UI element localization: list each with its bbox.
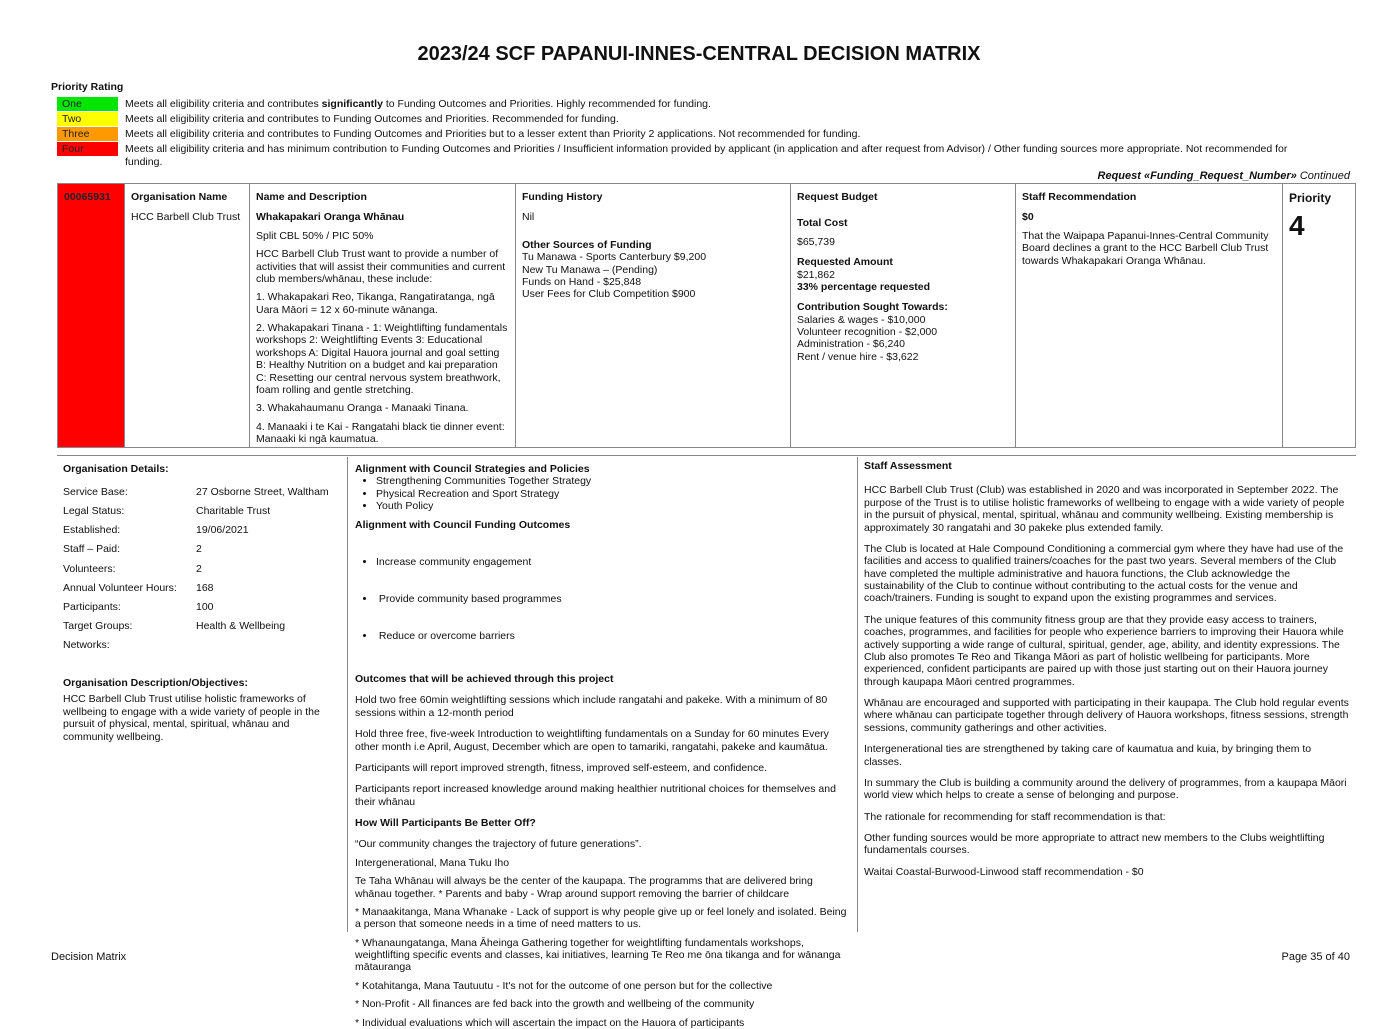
detail-row	[63, 540, 343, 559]
section-divider	[57, 455, 1356, 456]
column-divider	[857, 457, 858, 932]
contribution-item: Rent / venue hire - $3,622	[797, 350, 919, 363]
assessment-paragraph: Other funding sources would be more appropriate to attract new members to the Clubs weightlifting fundamentals courses.	[864, 832, 1325, 857]
legend-row-one	[57, 97, 1357, 111]
detail-value: Charitable Trust	[196, 504, 271, 517]
assessment-paragraph: The unique features of this community fitness group are that they provide easy access to trainers, coaches, programmes, and facilities for people who experience barriers to improving their Hauora while actively supporting a wide range of cultural, spiritual, gender, age, ability, and identity expressions. The Club also promotes Te Reo and Tikanga Māori as part of holistic wellbeing for participants. More experienced, confident participants are paired up with those just starting out on their Hauora journey through kaupapa Māori centred programmes.	[864, 613, 1344, 688]
detail-label: Target Groups:	[63, 620, 133, 633]
org-details-header: Organisation Details:	[63, 463, 169, 475]
priority-desc-one: Meets all eligibility criteria and contributes significantly to Funding Outcomes and Priorities. Highly recommended for funding.	[125, 98, 711, 110]
priority-rating-label: Priority Rating	[51, 81, 124, 93]
staff-recommendation-cell	[1016, 184, 1283, 447]
total-cost-label: Total Cost	[797, 217, 848, 230]
detail-label: Participants:	[63, 600, 121, 613]
requested-amount-value: $21,862	[797, 268, 835, 281]
other-source: Tu Manawa - Sports Canterbury $9,200	[522, 251, 707, 264]
priority-swatch-three: Three	[57, 127, 118, 141]
other-source: New Tu Manawa – (Pending)	[522, 263, 658, 276]
project-desc: 4. Manaaki i te Kai - Rangatahi black tie dinner event: Manaaki ki ngā kaumatua.	[256, 420, 505, 445]
detail-label: Networks:	[63, 639, 110, 652]
assessment-paragraph: Whānau are encouraged and supported with participating in their kaupapa. The Club hold regular events where whānau can participate together through delivery of Hauora workshops, fitness sessions, strength sessions, community gatherings and other activities.	[864, 697, 1349, 734]
page-number: Page 35 of 40	[1281, 951, 1350, 963]
project-desc: 3. Whakahaumanu Oranga - Manaaki Tinana.	[256, 402, 469, 415]
priority-header: Priority	[1289, 191, 1332, 205]
detail-value: Health & Wellbeing	[196, 620, 286, 633]
name-description-header: Name and Description	[256, 191, 367, 203]
detail-row	[63, 559, 343, 578]
priority-desc-three: Meets all eligibility criteria and contributes to Funding Outcomes and Priorities but to a lesser extent than Priority 2 applications. Not recommended for funding.	[125, 128, 861, 140]
project-name: Whakapakari Oranga Whānau	[256, 211, 405, 224]
legend-row-two	[57, 112, 1357, 126]
funding-history-cell	[516, 184, 791, 447]
org-description-header: Organisation Description/Objectives:	[63, 677, 248, 690]
detail-row	[63, 482, 343, 501]
alignment-section	[355, 458, 852, 1029]
request-budget-header: Request Budget	[797, 191, 878, 203]
outcome-item: • Increase community engagement	[376, 556, 852, 568]
funding-history-value: Nil	[522, 211, 535, 224]
detail-label: Volunteers:	[63, 562, 116, 575]
priority-swatch-four: Four	[57, 142, 118, 156]
achieved-item: Hold two free 60min weightlifting sessions which include rangatahi and pakeke. With a minimum of 80 sessions within a 12-month period	[355, 694, 828, 719]
detail-label: Service Base:	[63, 485, 128, 498]
staff-assessment-header: Staff Assessment	[864, 460, 952, 472]
request-number-cell	[58, 184, 125, 447]
detail-value: 19/06/2021	[196, 524, 249, 537]
funding-history-header: Funding History	[522, 191, 603, 203]
outcome-item: • Reduce or overcome barriers	[376, 630, 852, 642]
total-cost-value: $65,739	[797, 235, 835, 248]
other-source: User Fees for Club Competition $900	[522, 288, 696, 301]
better-off-item: * Individual evaluations which will ascertain the impact on the Hauora of participants	[355, 1016, 745, 1029]
organisation-details	[63, 458, 343, 743]
assessment-paragraph: The rationale for recommending for staff recommendation is that:	[864, 810, 1166, 823]
contribution-label: Contribution Sought Towards:	[797, 301, 948, 314]
request-table	[57, 183, 1356, 448]
better-off-item: * Non-Profit - All finances are fed back into the growth and wellbeing of the community	[355, 998, 755, 1011]
project-desc: 1. Whakapakari Reo, Tikanga, Rangatiratanga, ngā Uara Māori = 12 x 60-minute wānanga.	[256, 291, 495, 316]
assessment-paragraph: Intergenerational ties are strengthened by taking care of kaumatua and kuia, by bringing them to classes.	[864, 743, 1312, 768]
detail-row	[63, 598, 343, 617]
detail-value: 100	[196, 600, 214, 613]
detail-value: 27 Osborne Street, Waltham	[196, 485, 329, 498]
other-source: Funds on Hand - $25,848	[522, 275, 642, 288]
priority-swatch-two: Two	[57, 112, 118, 126]
column-divider	[347, 457, 348, 932]
priority-value: 4	[1289, 210, 1305, 242]
better-off-item: * Kotahitanga, Mana Tautuutu - It's not for the outcome of one person but for the collective	[355, 979, 773, 992]
detail-row	[63, 502, 343, 521]
priority-cell	[1283, 184, 1355, 447]
detail-row	[63, 521, 343, 540]
better-off-header: How Will Participants Be Better Off?	[355, 817, 536, 829]
better-off-item: * Whanaungatanga, Mana Āheinga Gathering together for weightlifting fundamentals workshops, weightlifting specific events and classes, kai initiatives, learning Te Reo me ōna tikanga and for wānanga mātauranga	[355, 936, 841, 974]
strategy-item: • Strengthening Communities Together Strategy	[376, 475, 852, 487]
priority-desc-two: Meets all eligibility criteria and contributes to Funding Outcomes and Priorities. Recommended for funding.	[125, 113, 619, 125]
achieved-header: Outcomes that will be achieved through this project	[355, 673, 614, 685]
organisation-name-cell	[125, 184, 250, 447]
staff-recommendation-header: Staff Recommendation	[1022, 191, 1137, 203]
org-name-header: Organisation Name	[131, 191, 228, 203]
requested-amount-label: Requested Amount	[797, 256, 893, 269]
assessment-paragraph: The Club is located at Hale Compound Conditioning a commercial gym where they have had use of the facilities and access to qualified trainers/coaches for the past two years. Several members of the Club have completed the multiple administrative and hauora functions, the Club acknowledge the sustainability of the Club to continue without contributing to the actual costs for the venue and coach/trainers. Funding is sought to expand upon the existing programmes and services.	[864, 542, 1344, 605]
footer-title: Decision Matrix	[51, 951, 127, 963]
percentage-requested: 33% percentage requested	[797, 280, 931, 293]
contribution-item: Volunteer recognition - $2,000	[797, 326, 938, 338]
page-title: 2023/24 SCF PAPANUI-INNES-CENTRAL DECISION MATRIX	[417, 43, 981, 65]
detail-label: Annual Volunteer Hours:	[63, 581, 177, 594]
request-budget-cell	[791, 184, 1016, 447]
project-desc: HCC Barbell Club Trust want to provide a number of activities that will assist their communities and current club members/whānau, these include:	[256, 248, 506, 285]
name-description-cell	[250, 184, 516, 447]
staff-recommendation-amount: $0	[1022, 211, 1034, 224]
detail-label: Legal Status:	[63, 504, 125, 517]
strategies-list	[355, 475, 852, 512]
outcome-item: • Provide community based programmes	[376, 593, 852, 605]
funding-outcomes-list	[355, 531, 852, 667]
strategy-item: • Youth Policy	[376, 500, 852, 512]
detail-row	[63, 578, 343, 597]
project-desc: 2. Whakapakari Tinana - 1: Weightlifting fundamentals workshops 2: Weightlifting Events 3: Educational workshops A: Digital Hauora journal and goal setting B: Healthy Nutrition on a budget and kai preparation C: Resetting our central nervous system breathwork, foam rolling and gentle stretching.	[256, 322, 508, 396]
priority-swatch-one: One	[57, 97, 118, 111]
staff-recommendation-text: That the Waipapa Papanui-Innes-Central Community Board declines a grant to the HCC Barbell Club Trust towards Whakapakari Oranga Whānau.	[1022, 229, 1269, 267]
funding-outcomes-header: Alignment with Council Funding Outcomes	[355, 518, 571, 531]
detail-label: Staff – Paid:	[63, 543, 121, 556]
request-number: 00065931	[64, 191, 111, 203]
strategy-item: • Physical Recreation and Sport Strategy	[376, 488, 852, 500]
org-name: HCC Barbell Club Trust	[131, 211, 241, 224]
achieved-item: Participants will report improved strength, fitness, improved self-esteem, and confidence.	[355, 761, 768, 774]
legend-row-four	[57, 142, 1357, 169]
org-description-text: HCC Barbell Club Trust utilise holistic frameworks of wellbeing to engage with a wide variety of people in the pursuit of physical, mental, spiritual, whānau and community wellbeing.	[63, 693, 320, 743]
assessment-paragraph: HCC Barbell Club Trust (Club) was established in 2020 and was incorporated in September 2022. The purpose of the Trust is to utilise holistic frameworks of wellbeing to engage with a wide variety of people in the pursuit of physical, mental, spiritual, whānau and community wellbeing. Existing membership is approximately 30 rangatahi and 30 pakeke plus extended family.	[864, 484, 1345, 534]
better-off-item: Intergenerational, Mana Tuku Iho	[355, 856, 510, 869]
contribution-item: Administration - $6,240	[797, 338, 905, 351]
staff-assessment	[864, 458, 1351, 887]
detail-row	[63, 636, 343, 655]
detail-value: 168	[196, 581, 214, 594]
priority-legend	[57, 97, 1357, 170]
other-sources-header: Other Sources of Funding	[522, 238, 652, 251]
achieved-item: Participants report increased knowledge around making healthier nutritional choices for themselves and their whānau	[355, 783, 836, 808]
better-off-item: “Our community changes the trajectory of future generations”.	[355, 838, 642, 851]
split-text: Split CBL 50% / PIC 50%	[256, 229, 374, 242]
strategies-header: Alignment with Council Strategies and Policies	[355, 463, 590, 475]
priority-desc-four: Meets all eligibility criteria and has minimum contribution to Funding Outcomes and Priorities / Insufficient information provided by applicant (in application and after request from Advisor) / Other funding sources more appropriate. Not recommended for funding.	[125, 143, 1288, 168]
better-off-item: Te Taha Whānau will always be the center of the kaupapa. The programms that are delivered bring whānau together. * Parents and baby - Wrap around support removing the barrier of childcare	[355, 875, 813, 900]
assessment-paragraph: Waitai Coastal-Burwood-Linwood staff recommendation - $0	[864, 865, 1144, 878]
assessment-paragraph: In summary the Club is building a community around the delivery of programmes, from a kaupapa Māori world view which helps to create a sense of belonging and purpose.	[864, 776, 1347, 802]
achieved-item: Hold three free, five-week Introduction to weightlifting fundamentals on a Sunday for 60 minutes Every other month i.e April, August, December which are open to tamariki, rangatahi, pakeke and kaumātua.	[355, 728, 829, 753]
request-continued-label: Request «Funding_Request_Number» Continued	[1097, 170, 1350, 182]
legend-row-three	[57, 127, 1357, 141]
detail-value: 2	[196, 562, 202, 575]
detail-value: 2	[196, 543, 202, 556]
detail-row	[63, 617, 343, 636]
contribution-item: Salaries & wages - $10,000	[797, 313, 926, 326]
detail-label: Established:	[63, 524, 121, 537]
better-off-item: * Manaakitanga, Mana Whanake - Lack of support is why people give up or feel lonely and isolated. Being a person that someone needs in a time of need matters to us.	[355, 905, 847, 931]
